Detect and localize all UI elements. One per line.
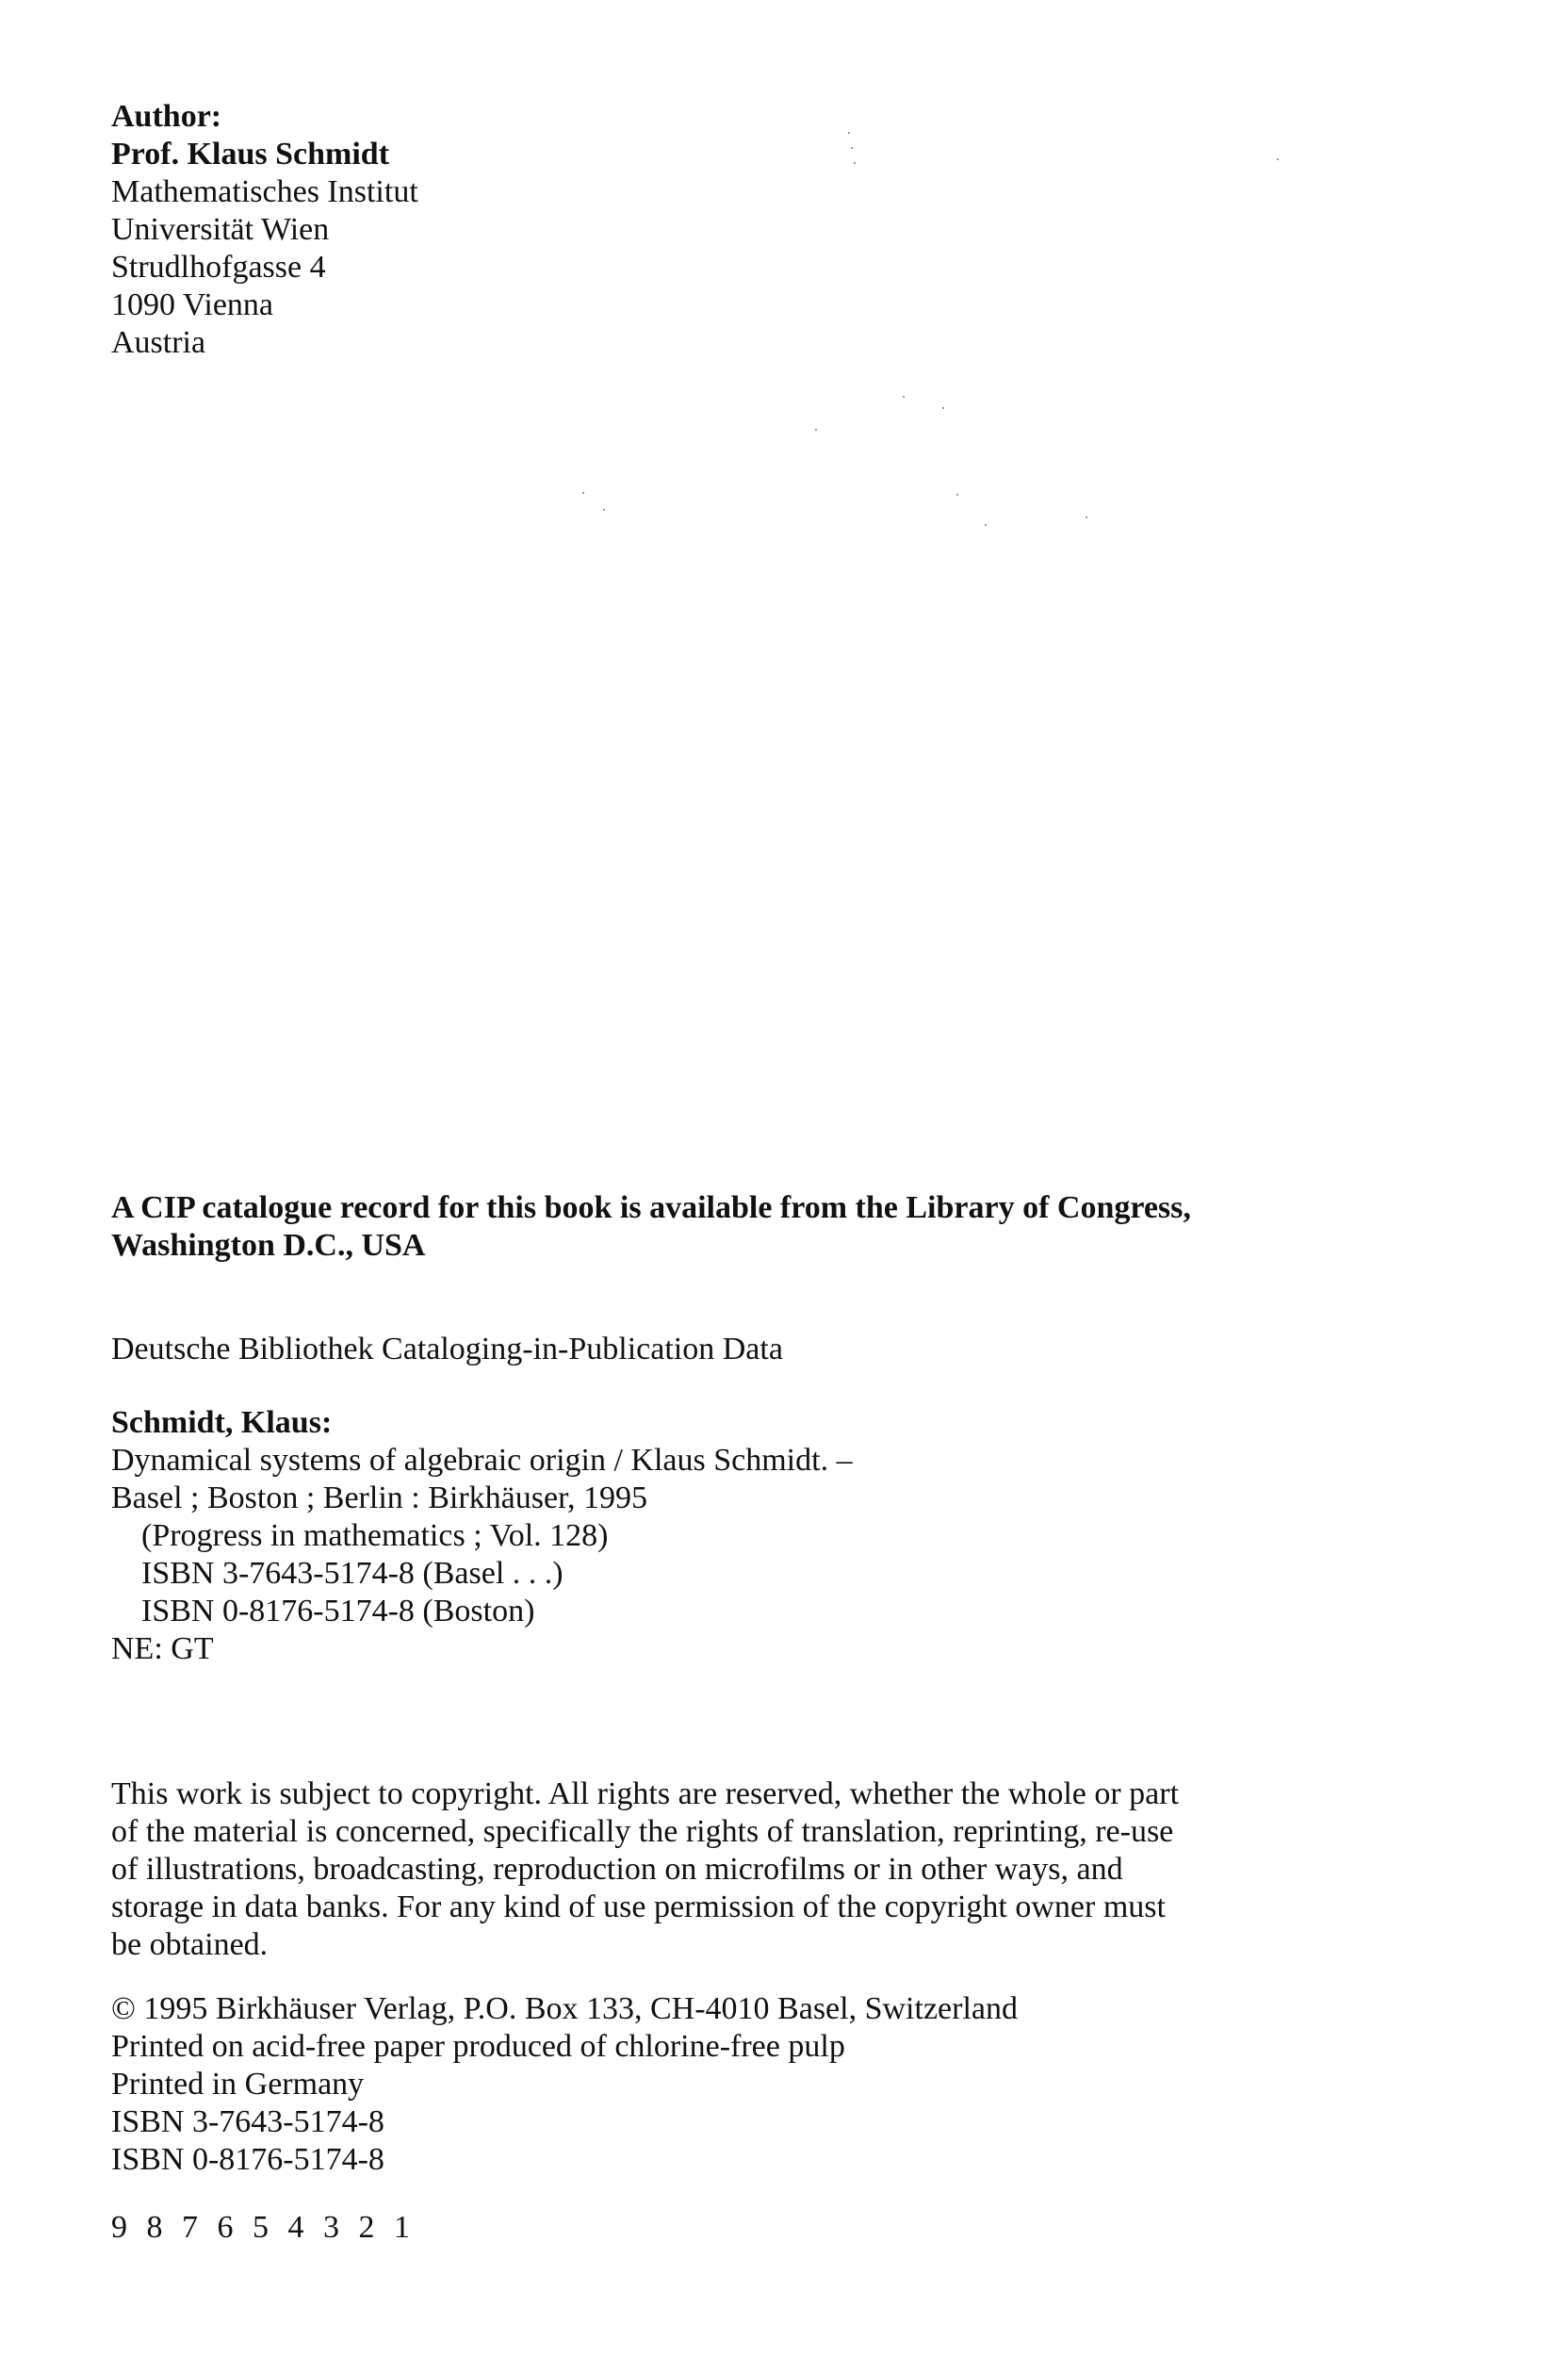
scan-speck	[815, 429, 817, 431]
author-name: Prof. Klaus Schmidt	[111, 137, 390, 172]
catalog-author: Schmidt, Klaus:	[111, 1405, 333, 1440]
print-run-block	[111, 2209, 416, 2247]
catalog-isbn-boston: ISBN 0-8176-5174-8 (Boston)	[141, 1594, 535, 1628]
scan-speck	[603, 509, 605, 511]
catalog-series: (Progress in mathematics ; Vol. 128)	[141, 1518, 609, 1553]
copyright-line: be obtained.	[111, 1927, 269, 1962]
catalog-publisher: Basel ; Boston ; Berlin : Birkhäuser, 1995	[111, 1480, 648, 1515]
author-block	[111, 98, 418, 362]
scan-speck	[582, 492, 584, 494]
catalog-title: Dynamical systems of algebraic origin / Klaus Schmidt. –	[111, 1443, 853, 1478]
copyright-line: storage in data banks. For any kind of use permission of the copyright owner must	[111, 1889, 1166, 1924]
cip-line-2: Washington D.C., USA	[111, 1228, 426, 1263]
deutsche-bibliothek-heading: Deutsche Bibliothek Cataloging-in-Publication Data	[111, 1332, 783, 1366]
author-street: Strudlhofgasse 4	[111, 250, 326, 285]
imprint-isbn-1: ISBN 3-7643-5174-8	[111, 2104, 384, 2139]
author-country: Austria	[111, 325, 206, 360]
author-university: Universität Wien	[111, 212, 330, 247]
scan-speck	[854, 162, 856, 164]
imprint-copyright: © 1995 Birkhäuser Verlag, P.O. Box 133, CH-4010 Basel, Switzerland	[111, 1991, 1018, 2026]
author-heading: Author:	[111, 99, 222, 134]
print-run-numbers: 9 8 7 6 5 4 3 2 1	[111, 2210, 416, 2245]
deutsche-bibliothek-block	[111, 1331, 783, 1368]
imprint-isbn-2: ISBN 0-8176-5174-8	[111, 2142, 384, 2177]
scan-speck	[903, 396, 905, 398]
catalog-ne: NE: GT	[111, 1631, 214, 1666]
author-institute: Mathematisches Institut	[111, 174, 418, 209]
scan-speck	[1277, 158, 1279, 160]
scan-speck	[851, 147, 853, 149]
imprint-country: Printed in Germany	[111, 2067, 365, 2102]
copyright-notice	[111, 1775, 1179, 1964]
author-city: 1090 Vienna	[111, 287, 274, 322]
catalog-isbn-basel: ISBN 3-7643-5174-8 (Basel . . .)	[141, 1556, 564, 1591]
scan-speck	[848, 132, 850, 134]
imprint-block	[111, 1990, 1018, 2179]
imprint-paper: Printed on acid-free paper produced of chlorine-free pulp	[111, 2029, 845, 2064]
catalog-entry	[111, 1404, 853, 1668]
copyright-line: of the material is concerned, specifically the rights of translation, reprinting, re-use	[111, 1814, 1174, 1849]
copyright-line: of illustrations, broadcasting, reproduction on microfilms or in other ways, and	[111, 1852, 1123, 1887]
scan-speck	[1086, 516, 1087, 518]
scan-speck	[942, 407, 944, 409]
scan-speck	[956, 494, 958, 496]
copyright-line: This work is subject to copyright. All rights are reserved, whether the whole or part	[111, 1776, 1180, 1811]
cip-block	[111, 1189, 1191, 1265]
scan-speck	[985, 524, 987, 526]
cip-line-1: A CIP catalogue record for this book is available from the Library of Congress,	[111, 1190, 1191, 1225]
